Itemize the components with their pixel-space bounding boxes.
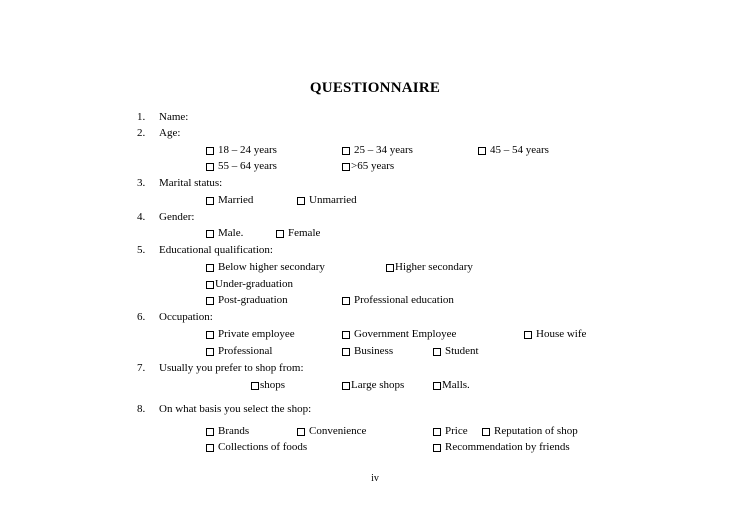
option-label: Post-graduation [218,294,288,306]
checkbox[interactable] [206,281,214,289]
checkbox[interactable] [206,444,214,452]
option-brands[interactable] [206,425,249,438]
checkbox[interactable] [206,428,214,436]
option-shops[interactable] [251,379,285,392]
option-label: Unmarried [309,194,357,206]
option-label: Female [288,227,321,239]
option-age-65-plus[interactable] [342,160,394,173]
question-number: 6. [137,311,146,323]
option-higher-secondary[interactable] [386,261,473,274]
option-label: Convenience [309,425,367,437]
option-under-graduation[interactable] [206,278,293,291]
option-label: Brands [218,425,250,437]
question-7 [137,362,304,375]
checkbox[interactable] [206,163,214,171]
option-professional[interactable] [206,345,272,358]
option-age-25-34[interactable] [342,144,413,157]
question-8 [137,403,311,416]
option-label: Under-graduation [215,278,293,290]
option-female[interactable] [276,227,320,240]
option-label: 55 – 64 years [218,160,277,172]
option-below-higher-secondary[interactable] [206,261,325,274]
checkbox[interactable] [433,348,441,356]
page-title: QUESTIONNAIRE [309,80,441,96]
checkbox[interactable] [478,147,486,155]
option-label: Large shops [351,379,405,391]
page-number: iv [371,473,379,484]
option-label: Higher secondary [395,261,473,273]
option-collections-of-foods[interactable] [206,441,307,454]
question-4 [137,211,194,224]
checkbox[interactable] [251,382,259,390]
checkbox[interactable] [206,197,214,205]
option-age-45-54[interactable] [478,144,549,157]
option-label: Below higher secondary [218,261,325,273]
question-2 [137,127,180,140]
option-label: Married [218,194,254,206]
checkbox[interactable] [342,382,350,390]
checkbox[interactable] [297,428,305,436]
option-label: Government Employee [354,328,457,340]
option-business[interactable] [342,345,393,358]
option-private-employee[interactable] [206,328,295,341]
question-number: 3. [137,177,146,189]
question-number: 2. [137,127,146,139]
option-label: Malls. [442,379,470,391]
option-label: Recommendation by friends [445,441,570,453]
checkbox[interactable] [342,297,350,305]
option-professional-education[interactable] [342,294,454,307]
question-number: 1. [137,111,146,123]
option-malls[interactable] [433,379,470,392]
question-text: Name: [159,111,189,123]
checkbox[interactable] [482,428,490,436]
option-label: Student [445,345,479,357]
checkbox[interactable] [206,147,214,155]
checkbox[interactable] [206,297,214,305]
option-convenience[interactable] [297,425,366,438]
checkbox[interactable] [342,147,350,155]
option-large-shops[interactable] [342,379,404,392]
option-label: shops [260,379,286,391]
option-label: Male. [218,227,244,239]
question-text: Educational qualification: [159,244,273,256]
option-label: >65 years [351,160,395,172]
checkbox[interactable] [342,348,350,356]
option-age-18-24[interactable] [206,144,277,157]
checkbox[interactable] [433,382,441,390]
question-text: Gender: [159,211,195,223]
option-recommendation-by-friends[interactable] [433,441,570,454]
checkbox[interactable] [433,428,441,436]
question-text: Age: [159,127,181,139]
option-price[interactable] [433,425,468,438]
question-3 [137,177,222,190]
option-post-graduation[interactable] [206,294,288,307]
question-number: 7. [137,362,146,374]
question-5 [137,244,273,257]
option-label: 45 – 54 years [490,144,549,156]
checkbox[interactable] [342,163,350,171]
checkbox[interactable] [297,197,305,205]
question-1 [137,111,188,124]
option-reputation-of-shop[interactable] [482,425,578,438]
option-label: 25 – 34 years [354,144,413,156]
option-label: Private employee [218,328,295,340]
option-label: Reputation of shop [494,425,578,437]
option-house-wife[interactable] [524,328,586,341]
question-text: Marital status: [159,177,223,189]
option-label: House wife [536,328,587,340]
checkbox[interactable] [433,444,441,452]
checkbox[interactable] [206,331,214,339]
option-label: Professional education [354,294,454,306]
option-age-55-64[interactable] [206,160,277,173]
question-6 [137,311,213,324]
question-text: On what basis you select the shop: [159,403,312,415]
checkbox[interactable] [386,264,394,272]
question-text: Usually you prefer to shop from: [159,362,304,374]
question-number: 5. [137,244,146,256]
option-married[interactable] [206,194,253,207]
option-male[interactable] [206,227,243,240]
checkbox[interactable] [206,264,214,272]
option-unmarried[interactable] [297,194,357,207]
option-government-employee[interactable] [342,328,456,341]
checkbox[interactable] [342,331,350,339]
question-text: Occupation: [159,311,213,323]
option-label: Professional [218,345,273,357]
checkbox[interactable] [206,230,214,238]
checkbox[interactable] [524,331,532,339]
option-label: 18 – 24 years [218,144,277,156]
question-number: 4. [137,211,146,223]
option-label: Collections of foods [218,441,308,453]
question-number: 8. [137,403,146,415]
option-label: Price [445,425,468,437]
option-label: Business [354,345,394,357]
checkbox[interactable] [206,348,214,356]
checkbox[interactable] [276,230,284,238]
option-student[interactable] [433,345,479,358]
